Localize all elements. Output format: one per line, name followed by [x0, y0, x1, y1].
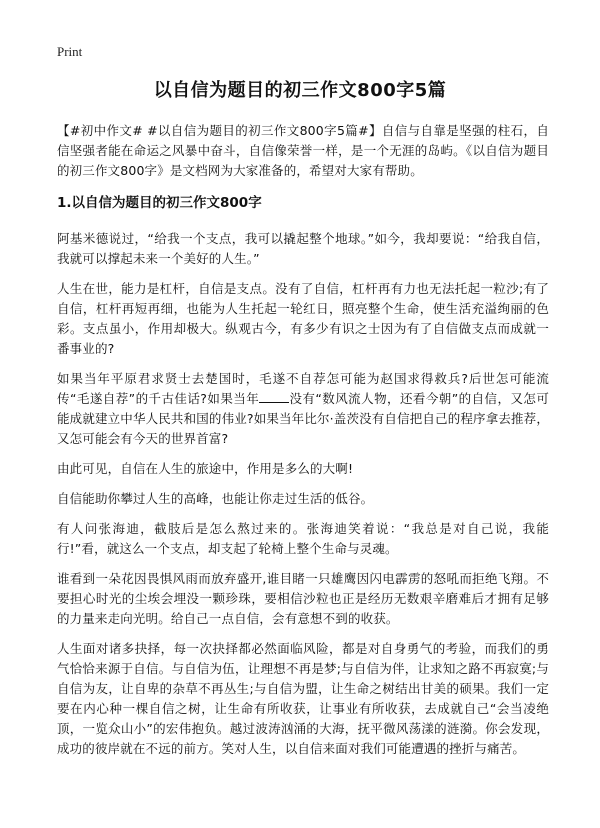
body-paragraph-peaks: 自信能助你攀过人生的高峰，也能让你走过生活的低谷。	[57, 491, 374, 506]
blank-underline	[259, 390, 289, 403]
print-label: Print	[57, 44, 83, 59]
document-title: 以自信为题目的初三作文800字5篇	[153, 80, 447, 101]
body-paragraph-conclusion: 由此可见，自信在人生的旅途中，作用是多么的大啊!	[57, 461, 354, 476]
body-paragraph-choices: 人生面对诸多抉择，每一次抉择都必然面临风险，都是对自身勇气的考验，而我们的勇气恰恰来源于自信。与自信为伍，让理想不再是梦;与自信为伴，让求知之路不再寂寞;与自信为友，让自卑的杂草不再丛生;与自信为盟，让生命之树结出甘美的硕果。我们一定要在内心种一棵自信之树，让生命有所收获，让事业有所收获，去成就自己“会当凌绝顶，一览众山小”的宏伟抱负。越过波涛汹涌的大海，抚平微风荡漾的涟漪。你会发现，成功的彼岸就在不远的前方。笑对人生，以自信来面对我们可能遭遇的挫折与痛苦。	[57, 641, 549, 756]
section-heading: 1.以自信为题目的初三作文800字	[57, 195, 262, 211]
body-paragraph-lever: 人生在世，能力是杠杆，自信是支点。没有了自信，杠杆再有力也无法托起一粒沙;有了自信，杠杆再短再细，也能为人生托起一轮红日，照亮整个生命，使生活充溢绚丽的色彩。支点虽小，作用却极大。纵观古今，有多少有识之士因为有了自信做支点而成就一番事业的?	[57, 281, 549, 356]
document-body	[57, 121, 549, 769]
body-paragraph-history	[57, 369, 549, 449]
body-paragraph-archimedes: 阿基米德说过，“给我一个支点，我可以撬起整个地球。”如今，我却要说：“给我自信，我就可以撑起未来一个美好的人生。”	[57, 231, 549, 266]
history-text-part2: 没有“数风流人物，还看今朝”的自信，又怎可能成就建立中华人民共和国的伟业?如果当年比尔·盖茨没有自信把自己的程序拿去推荐，又怎可能会有今天的世界首富?	[57, 391, 549, 446]
intro-paragraph: 【#初中作文# #以自信为题目的初三作文800字5篇#】自信与自靠是坚强的柱石，自信坚强者能在命运之风暴中奋斗，自信像荣誉一样，是一个无涯的岛屿。《以自信为题目的初三作文800字》是文档网为大家准备的，希望对大家有帮助。	[57, 123, 549, 178]
history-text-part1: 如果当年平原君求贤士去楚国时，毛遂不自荐怎可能为赵国求得救兵?后世怎可能流传“毛遂自荐”的千古佳话?如果当年	[57, 371, 549, 406]
body-paragraph-zhang-haidi: 有人问张海迪，截肢后是怎么熬过来的。张海迪笑着说：“我总是对自己说，我能行!”看，就这么一个支点，却支起了轮椅上整个生命与灵魂。	[57, 521, 549, 556]
body-paragraph-flower: 谁看到一朵花因畏惧风雨而放弃盛开,谁目睹一只雄鹰因闪电霹雳的怒吼而拒绝飞翔。不要担心时光的尘埃会埋没一颗珍珠，要相信沙粒也正是经历无数艰辛磨难后才拥有足够的力量来走向光明。给自己一点自信，会有意想不到的收获。	[57, 571, 549, 626]
